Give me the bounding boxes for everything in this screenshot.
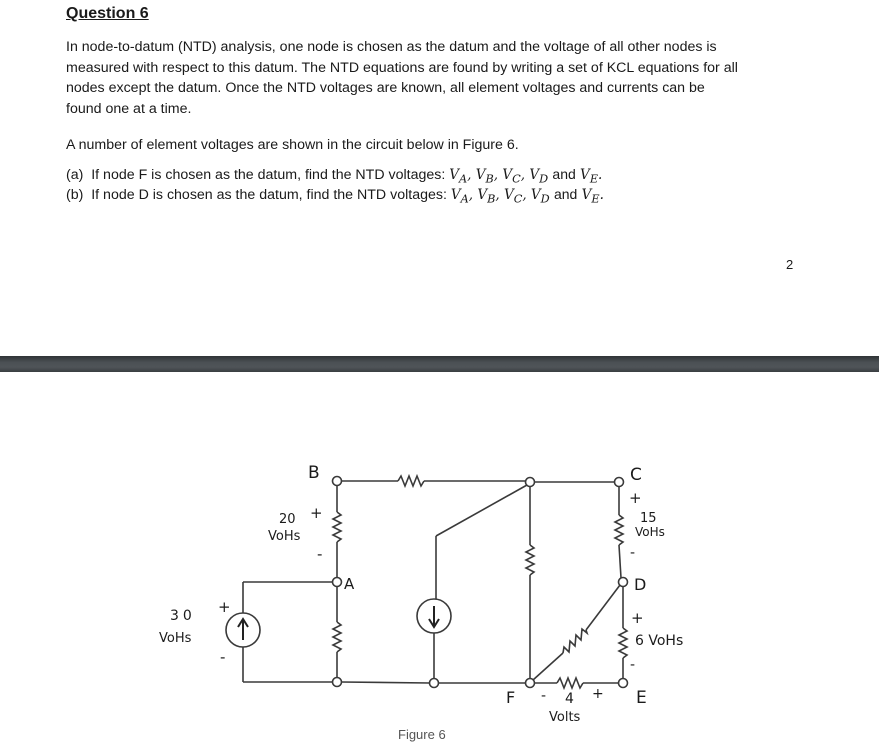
label-6-plus: +: [631, 609, 644, 627]
part-vars: $V_A$, $V_B$, $V_C$, $V_D$ and $V_E$.: [449, 166, 603, 186]
intro-line: In node-to-datum (NTD) analysis, one node is chosen as the datum and the voltage of all other nodes is: [66, 39, 717, 55]
label-4-plus: +: [592, 686, 604, 702]
label-30-minus: -: [220, 648, 226, 666]
label-30-value: 30: [170, 608, 196, 624]
intro-line: nodes except the datum. Once the NTD voltages are known, all element voltages and currents can be: [66, 80, 705, 96]
label-15-unit: VoHs: [635, 525, 665, 539]
label-20-minus: -: [317, 545, 323, 563]
label-node-a: A: [344, 575, 355, 593]
label-15-value: 15: [640, 511, 657, 526]
node-c: [615, 478, 624, 487]
intro-paragraph: [66, 37, 806, 119]
label-20-value: 20: [279, 512, 296, 527]
label-4-value: 4: [565, 691, 574, 707]
label-6-minus: -: [630, 657, 636, 673]
label-4-minus: -: [541, 688, 547, 704]
label-30-unit: VoHs: [159, 631, 192, 646]
node-a: [333, 578, 342, 587]
label-4-unit: Volts: [549, 710, 581, 725]
label-node-f: F: [506, 688, 516, 707]
part-text: If node F is chosen as the datum, find the NTD voltages:: [91, 167, 446, 183]
circuit-figure: [0, 372, 879, 735]
part-vars: $V_A$, $V_B$, $V_C$, $V_D$ and $V_E$.: [450, 186, 604, 206]
label-6-value: 6 VoHs: [635, 633, 684, 649]
node-top-mid: [526, 478, 535, 487]
node-bottom-mid: [430, 679, 439, 688]
label-15-minus: -: [630, 545, 636, 561]
document-page: [0, 0, 879, 356]
circuit-diagram: [0, 372, 879, 735]
part-text: If node D is chosen as the datum, find the NTD voltages:: [91, 187, 447, 203]
part-label: (a): [66, 167, 84, 183]
node-e: [619, 679, 628, 688]
label-node-c: C: [630, 465, 642, 485]
figure-intro: A number of element voltages are shown in the circuit below in Figure 6.: [66, 137, 519, 153]
label-node-d: D: [634, 575, 647, 594]
node-f: [526, 679, 535, 688]
figure-caption: Figure 6: [398, 727, 446, 742]
page-number: 2: [786, 257, 794, 272]
label-20-plus: +: [310, 504, 323, 522]
question-title: Question 6: [66, 5, 149, 22]
label-node-e: E: [636, 688, 647, 708]
label-30-plus: +: [218, 598, 231, 616]
page-break-bar: [0, 356, 879, 372]
part-a: [66, 166, 602, 186]
label-node-b: B: [308, 463, 320, 483]
node-bottom-left: [333, 678, 342, 687]
intro-line: found one at a time.: [66, 100, 192, 117]
part-b: [66, 186, 604, 206]
label-15-plus: +: [629, 489, 642, 507]
part-label: (b): [66, 187, 84, 203]
node-b: [333, 477, 342, 486]
label-20-unit: VoHs: [268, 529, 301, 544]
node-d: [619, 578, 628, 587]
intro-line: measured with respect to this datum. The NTD equations are found by writing a set of KCL equations for all: [66, 59, 738, 76]
